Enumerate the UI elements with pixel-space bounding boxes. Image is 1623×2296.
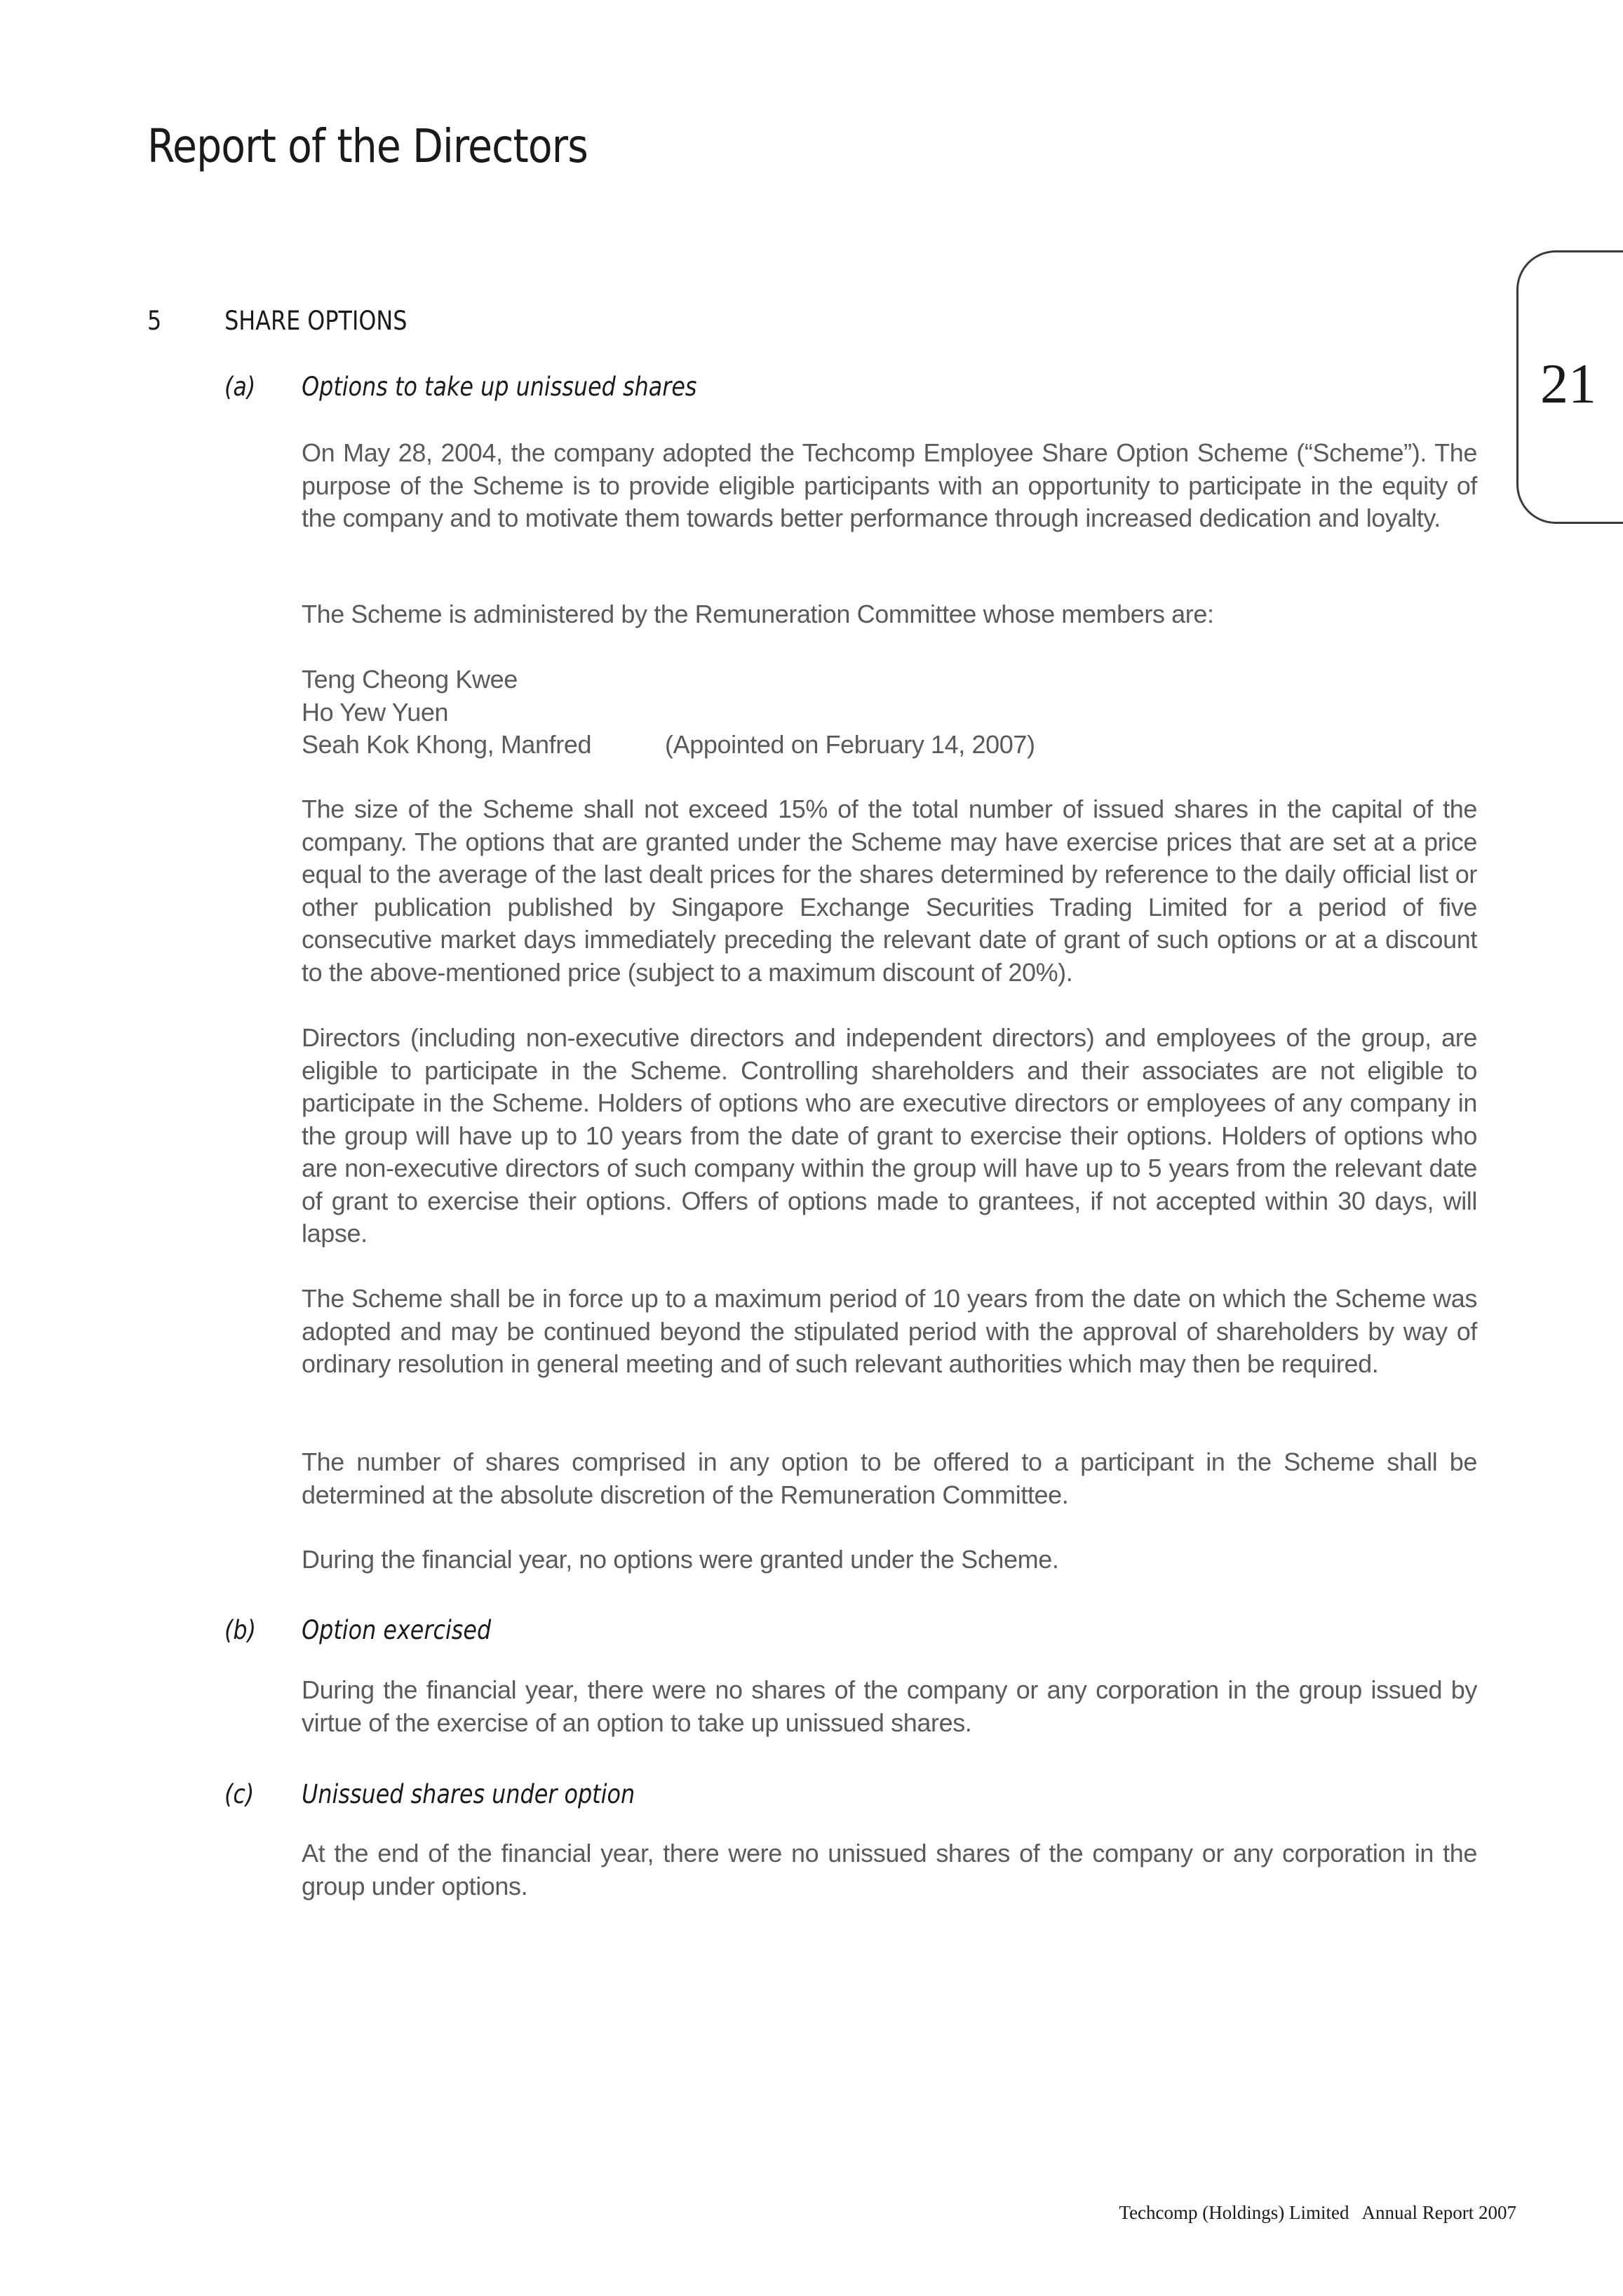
subsection-b-title: Option exercised	[302, 1615, 492, 1645]
section-title: SHARE OPTIONS	[224, 306, 408, 336]
member-note: (Appointed on February 14, 2007)	[665, 730, 1035, 759]
member-name: Teng Cheong Kwee	[302, 665, 518, 694]
section-heading	[147, 306, 407, 336]
member-name: Ho Yew Yuen	[302, 697, 449, 727]
committee-member	[302, 663, 1035, 696]
member-name: Seah Kok Khong, Manfred	[302, 730, 592, 759]
subsection-c-heading	[224, 1779, 635, 1809]
page-footer	[1119, 2202, 1516, 2224]
section-number: 5	[147, 306, 162, 336]
footer-report: Annual Report 2007	[1361, 2202, 1516, 2223]
subsection-b-label: (b)	[224, 1615, 257, 1645]
page-number: 21	[1540, 353, 1596, 415]
share-number-paragraph: The number of shares comprised in any option to be offered to a participant in the Scheme shall be determined at the absolute discretion of the Remuneration Committee.	[302, 1447, 1477, 1509]
subsection-c-title: Unissued shares under option	[302, 1779, 635, 1809]
committee-intro-paragraph: The Scheme is administered by the Remuneration Committee whose members are:	[302, 600, 1214, 628]
scheme-adoption-paragraph: On May 28, 2004, the company adopted the Techcomp Employee Share Option Scheme (“Scheme”). The purpose of the Scheme is to provide eligible participants with an opportunity to participate in the equity of the company and to motivate them towards better performance through increased dedication and loyalty.	[302, 438, 1477, 532]
scheme-duration-paragraph: The Scheme shall be in force up to a maximum period of 10 years from the date on which the Scheme was adopted and may be continued beyond the stipulated period with the approval of shareholders by way of ordinary resolution in general meeting and of such relevant authorities which may then be required.	[302, 1284, 1477, 1378]
committee-member	[302, 696, 1035, 729]
unissued-shares-paragraph: At the end of the financial year, there were no unissued shares of the company or any corporation in the group under options.	[302, 1839, 1477, 1900]
committee-member-list	[302, 663, 1035, 762]
scheme-size-paragraph: The size of the Scheme shall not exceed 15% of the total number of issued shares in the capital of the company. The options that are granted under the Scheme may have exercise prices that are set at a price equal to the average of the last dealt prices for the shares determined by reference to the daily official list or other publication published by Singapore Exchange Securities Trading Limited for a period of five consecutive market days immediately preceding the relevant date of grant of such options or at a discount to the above-mentioned price (subject to a maximum discount of 20%).	[302, 795, 1477, 987]
footer-company: Techcomp (Holdings) Limited	[1119, 2202, 1349, 2223]
no-options-granted-paragraph: During the financial year, no options were granted under the Scheme.	[302, 1545, 1059, 1574]
committee-member	[302, 729, 1035, 762]
subsection-b-heading	[224, 1615, 491, 1645]
subsection-a-title: Options to take up unissued shares	[302, 372, 697, 402]
eligibility-paragraph: Directors (including non-executive directors and independent directors) and employees of the group, are eligible to participate in the Scheme. Controlling shareholders and their associates are not eligible to participate in the Scheme. Holders of options who are executive directors or employees of any company in the group will have up to 10 years from the date of grant to exercise their options. Holders of options who are non-executive directors of such company within the group will have up to 5 years from the relevant date of grant to exercise their options. Offers of options made to grantees, if not accepted within 30 days, will lapse.	[302, 1023, 1477, 1248]
page-title: Report of the Directors	[147, 119, 588, 173]
subsection-a-label: (a)	[224, 372, 256, 402]
subsection-c-label: (c)	[224, 1779, 255, 1809]
subsection-a-heading	[224, 372, 696, 402]
option-exercised-paragraph: During the financial year, there were no shares of the company or any corporation in the group issued by virtue of the exercise of an option to take up unissued shares.	[302, 1675, 1477, 1737]
